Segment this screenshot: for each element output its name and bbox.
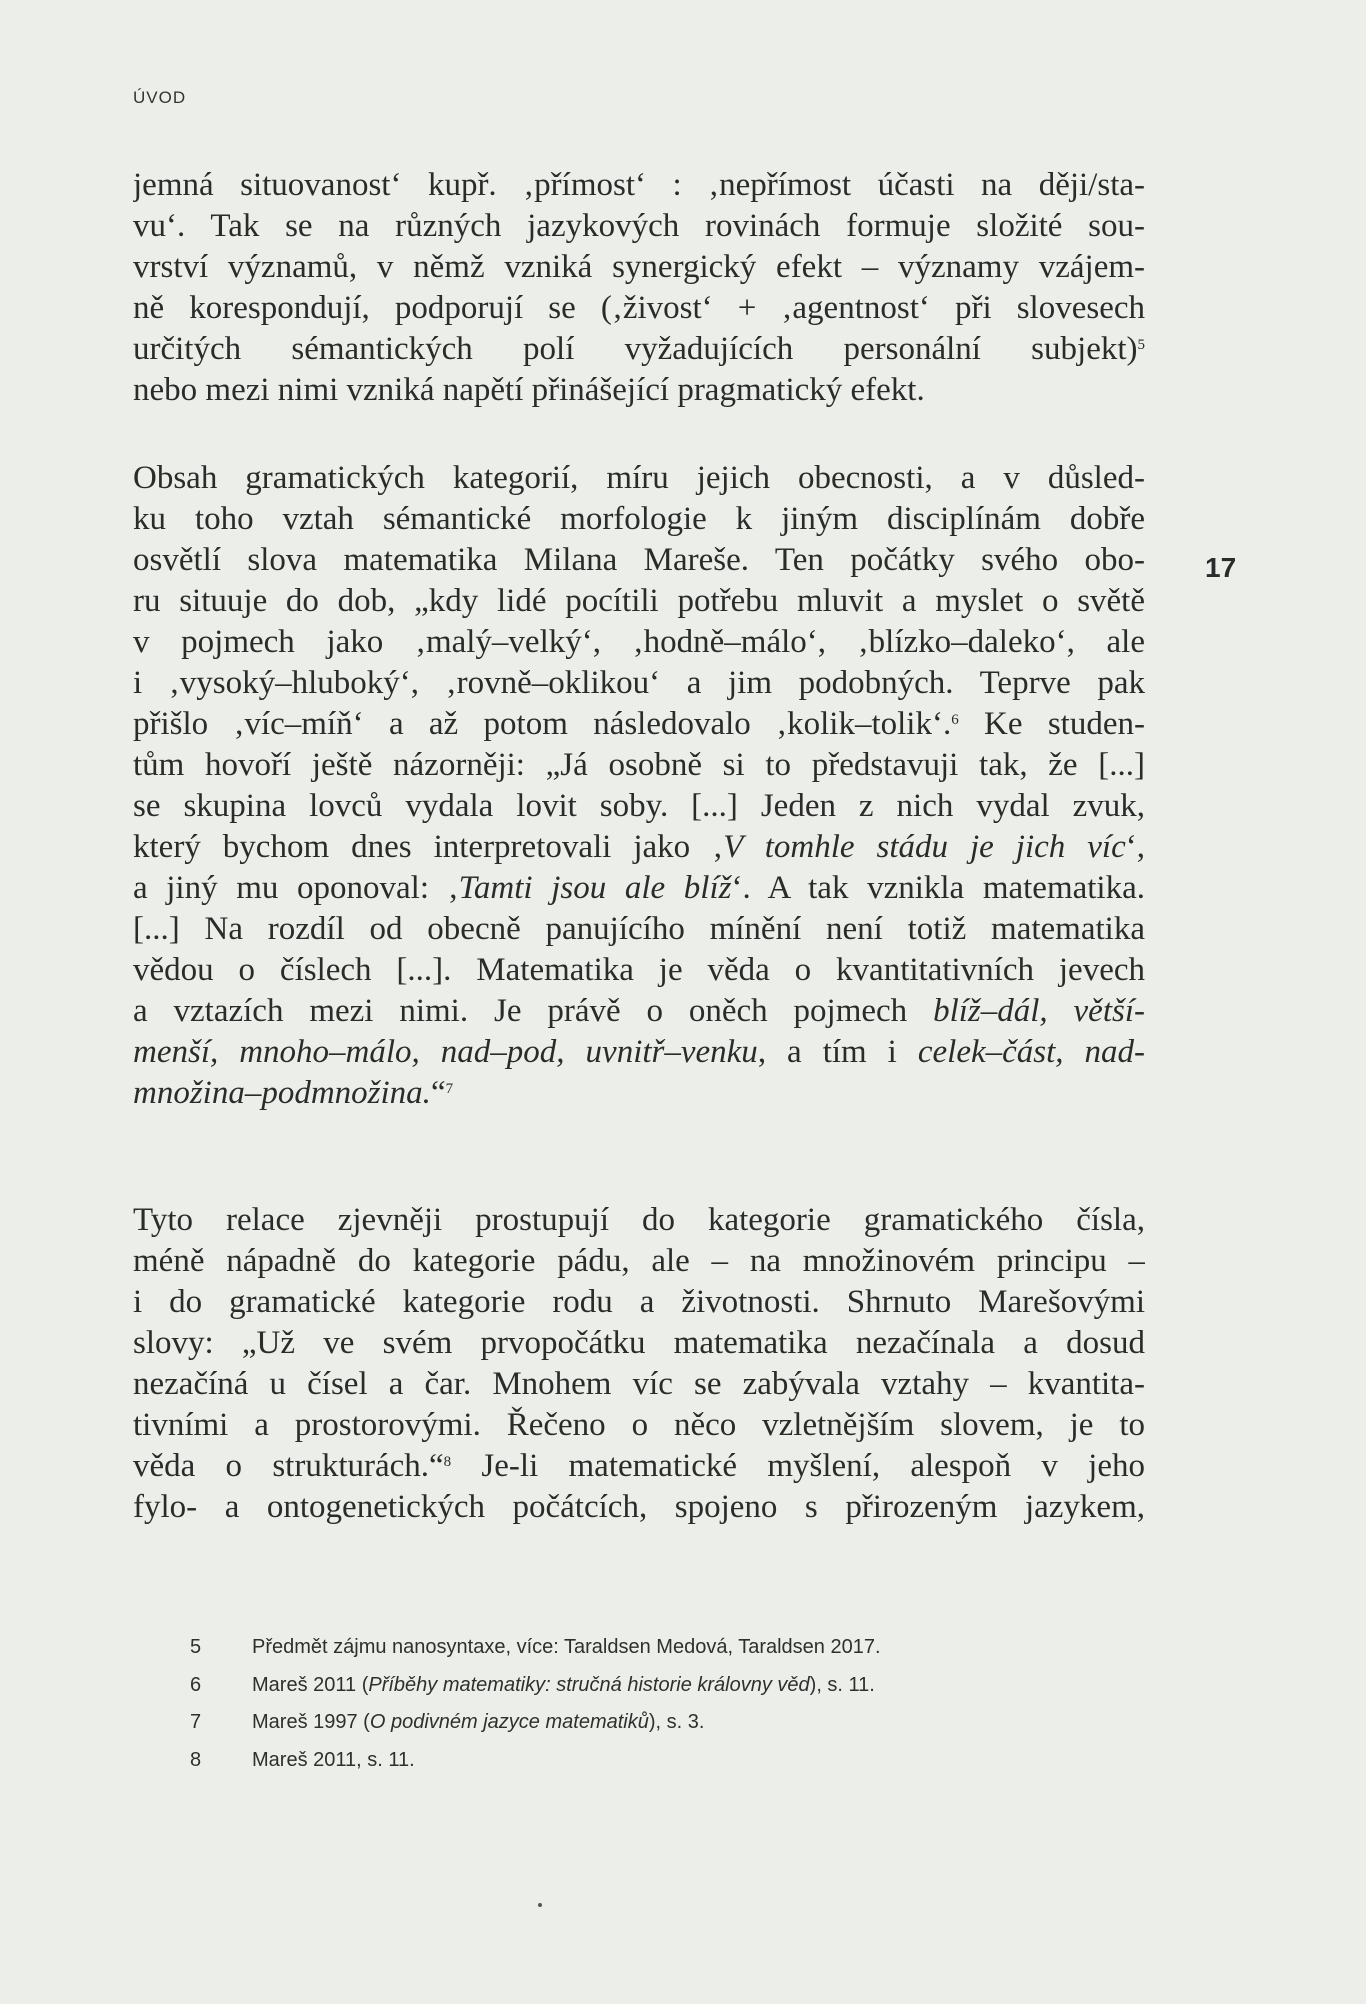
footnote-number: 8 bbox=[190, 1749, 202, 1771]
text-line bbox=[133, 1032, 1145, 1073]
text-line: Tyto relace zjevněji prostupují do kategorie gramatického čísla, bbox=[133, 1202, 1145, 1238]
text-line bbox=[133, 1446, 1145, 1487]
footnote-number: 6 bbox=[190, 1674, 202, 1696]
italic-quote: V tomhle stádu je jich víc bbox=[723, 829, 1126, 865]
text-line: ně korespondují, podporují se (‚živost‘ + ‚agentnost‘ při slovesech bbox=[133, 290, 1145, 326]
text-line: i ‚vysoký–hluboký‘, ‚rovně–oklikou‘ a jim podobných. Teprve pak bbox=[133, 665, 1145, 701]
text-line: fylo- a ontogenetických počátcích, spojeno s přirozeným jazykem, bbox=[133, 1489, 1145, 1525]
text-line: nezačíná u čísel a čar. Mnohem víc se zabývala vztahy – kvantita- bbox=[133, 1366, 1145, 1402]
text-line bbox=[133, 329, 1145, 370]
footnote-text: Předmět zájmu nanosyntaxe, více: Taraldsen Medová, Taraldsen 2017. bbox=[252, 1636, 881, 1658]
book-title: Příběhy matematiky: stručná historie královny věd bbox=[368, 1674, 810, 1696]
italic-terms: menší, mnoho–málo, nad–pod, uvnitř–venku bbox=[133, 1034, 758, 1070]
page-number: 17 bbox=[1205, 552, 1237, 583]
text-span: který bychom dnes interpretovali jako ‚ bbox=[133, 829, 724, 865]
text-span: přišlo ‚víc–míň‘ a až potom následovalo ‚kolik–tolik‘. bbox=[133, 706, 952, 742]
text-span: Mareš 1997 ( bbox=[252, 1711, 370, 1733]
footnote-number: 5 bbox=[190, 1636, 202, 1658]
text-span: a jiný mu oponoval: ‚ bbox=[133, 870, 459, 906]
footnote-text bbox=[252, 1711, 704, 1734]
text-line: se skupina lovců vydala lovit soby. [...] Jeden z nich vydal zvuk, bbox=[133, 788, 1145, 824]
italic-quote: Tamti jsou ale blíž bbox=[458, 870, 732, 906]
book-title: O podivném jazyce matematiků bbox=[369, 1711, 649, 1733]
text-span: Je-li matematické myšlení, alespoň v jeho bbox=[451, 1448, 1145, 1484]
text-line: Obsah gramatických kategorií, míru jejich obecnosti, a v důsled- bbox=[133, 460, 1145, 496]
text-line: vrství významů, v němž vzniká synergický efekt – významy vzájem- bbox=[133, 249, 1145, 285]
text-line bbox=[133, 704, 1145, 745]
footnote-text: Mareš 2011, s. 11. bbox=[252, 1749, 415, 1771]
text-line: slovy: „Už ve svém prvopočátku matematika nezačínala a dosud bbox=[133, 1325, 1145, 1361]
text-line bbox=[133, 991, 1145, 1032]
italic-terms: množina–podmnožina. bbox=[133, 1075, 431, 1111]
text-span: ), s. 3. bbox=[648, 1711, 705, 1733]
text-line: vu‘. Tak se na různých jazykových rovinách formuje složité sou- bbox=[133, 208, 1145, 244]
text-line: ku toho vztah sémantické morfologie k jiným disciplínám dobře bbox=[133, 501, 1145, 537]
footnote-ref-8[interactable]: 8 bbox=[443, 1454, 452, 1470]
text-span: “ bbox=[430, 1075, 446, 1111]
text-span: ‘, bbox=[1125, 829, 1145, 865]
text-line: [...] Na rozdíl od obecně panujícího mínění není totiž matematika bbox=[133, 911, 1145, 947]
paper-speck bbox=[538, 1903, 542, 1907]
text-line: tům hovoří ještě názorněji: „Já osobně si to představuji tak, že [...] bbox=[133, 747, 1145, 783]
text-line: v pojmech jako ‚malý–velký‘, ‚hodně–málo‘, ‚blízko–daleko‘, ale bbox=[133, 624, 1145, 660]
text-line: méně nápadně do kategorie pádu, ale – na množinovém principu – bbox=[133, 1243, 1145, 1279]
text-span: věda o strukturách.“ bbox=[133, 1448, 444, 1484]
text-line: nebo mezi nimi vzniká napětí přinášející pragmatický efekt. bbox=[133, 372, 925, 408]
text-span: ), s. 11. bbox=[809, 1674, 875, 1696]
text-line: tivními a prostorovými. Řečeno o něco vzletnějším slovem, je to bbox=[133, 1407, 1145, 1443]
footnote-text bbox=[252, 1674, 875, 1697]
text-span: Mareš 2011 ( bbox=[252, 1674, 369, 1696]
text-line: i do gramatické kategorie rodu a životnosti. Shrnuto Marešovými bbox=[133, 1284, 1145, 1320]
text-line: jemná situovanost‘ kupř. ‚přímost‘ : ‚nepřímost účasti na ději/sta- bbox=[133, 167, 1145, 203]
italic-terms: blíž–dál, větší- bbox=[933, 993, 1145, 1029]
text-line bbox=[133, 1073, 1145, 1114]
italic-terms: celek–část, nad- bbox=[917, 1034, 1145, 1070]
text-span: Ke studen- bbox=[958, 706, 1145, 742]
text-line bbox=[133, 827, 1145, 868]
text-span: a vztazích mezi nimi. Je právě o oněch pojmech bbox=[133, 993, 934, 1029]
text-span: , a tím i bbox=[757, 1034, 918, 1070]
running-head: ÚVOD bbox=[133, 88, 187, 107]
text-line bbox=[133, 868, 1145, 909]
footnote-ref-7[interactable]: 7 bbox=[445, 1081, 454, 1097]
text-span: určitých sémantických polí vyžadujících personální subjekt) bbox=[133, 331, 1138, 367]
footnote-ref-5[interactable]: 5 bbox=[1137, 337, 1145, 353]
text-line: ru situuje do dob, „kdy lidé pocítili potřebu mluvit a myslet o světě bbox=[133, 583, 1145, 619]
footnote-number: 7 bbox=[190, 1711, 202, 1733]
text-line: osvětlí slova matematika Milana Mareše. Ten počátky svého obo- bbox=[133, 542, 1145, 578]
text-span: ‘. A tak vznikla matematika. bbox=[731, 870, 1145, 906]
text-line: vědou o číslech [...]. Matematika je věda o kvantitativních jevech bbox=[133, 952, 1145, 988]
footnote-ref-6[interactable]: 6 bbox=[951, 712, 959, 728]
